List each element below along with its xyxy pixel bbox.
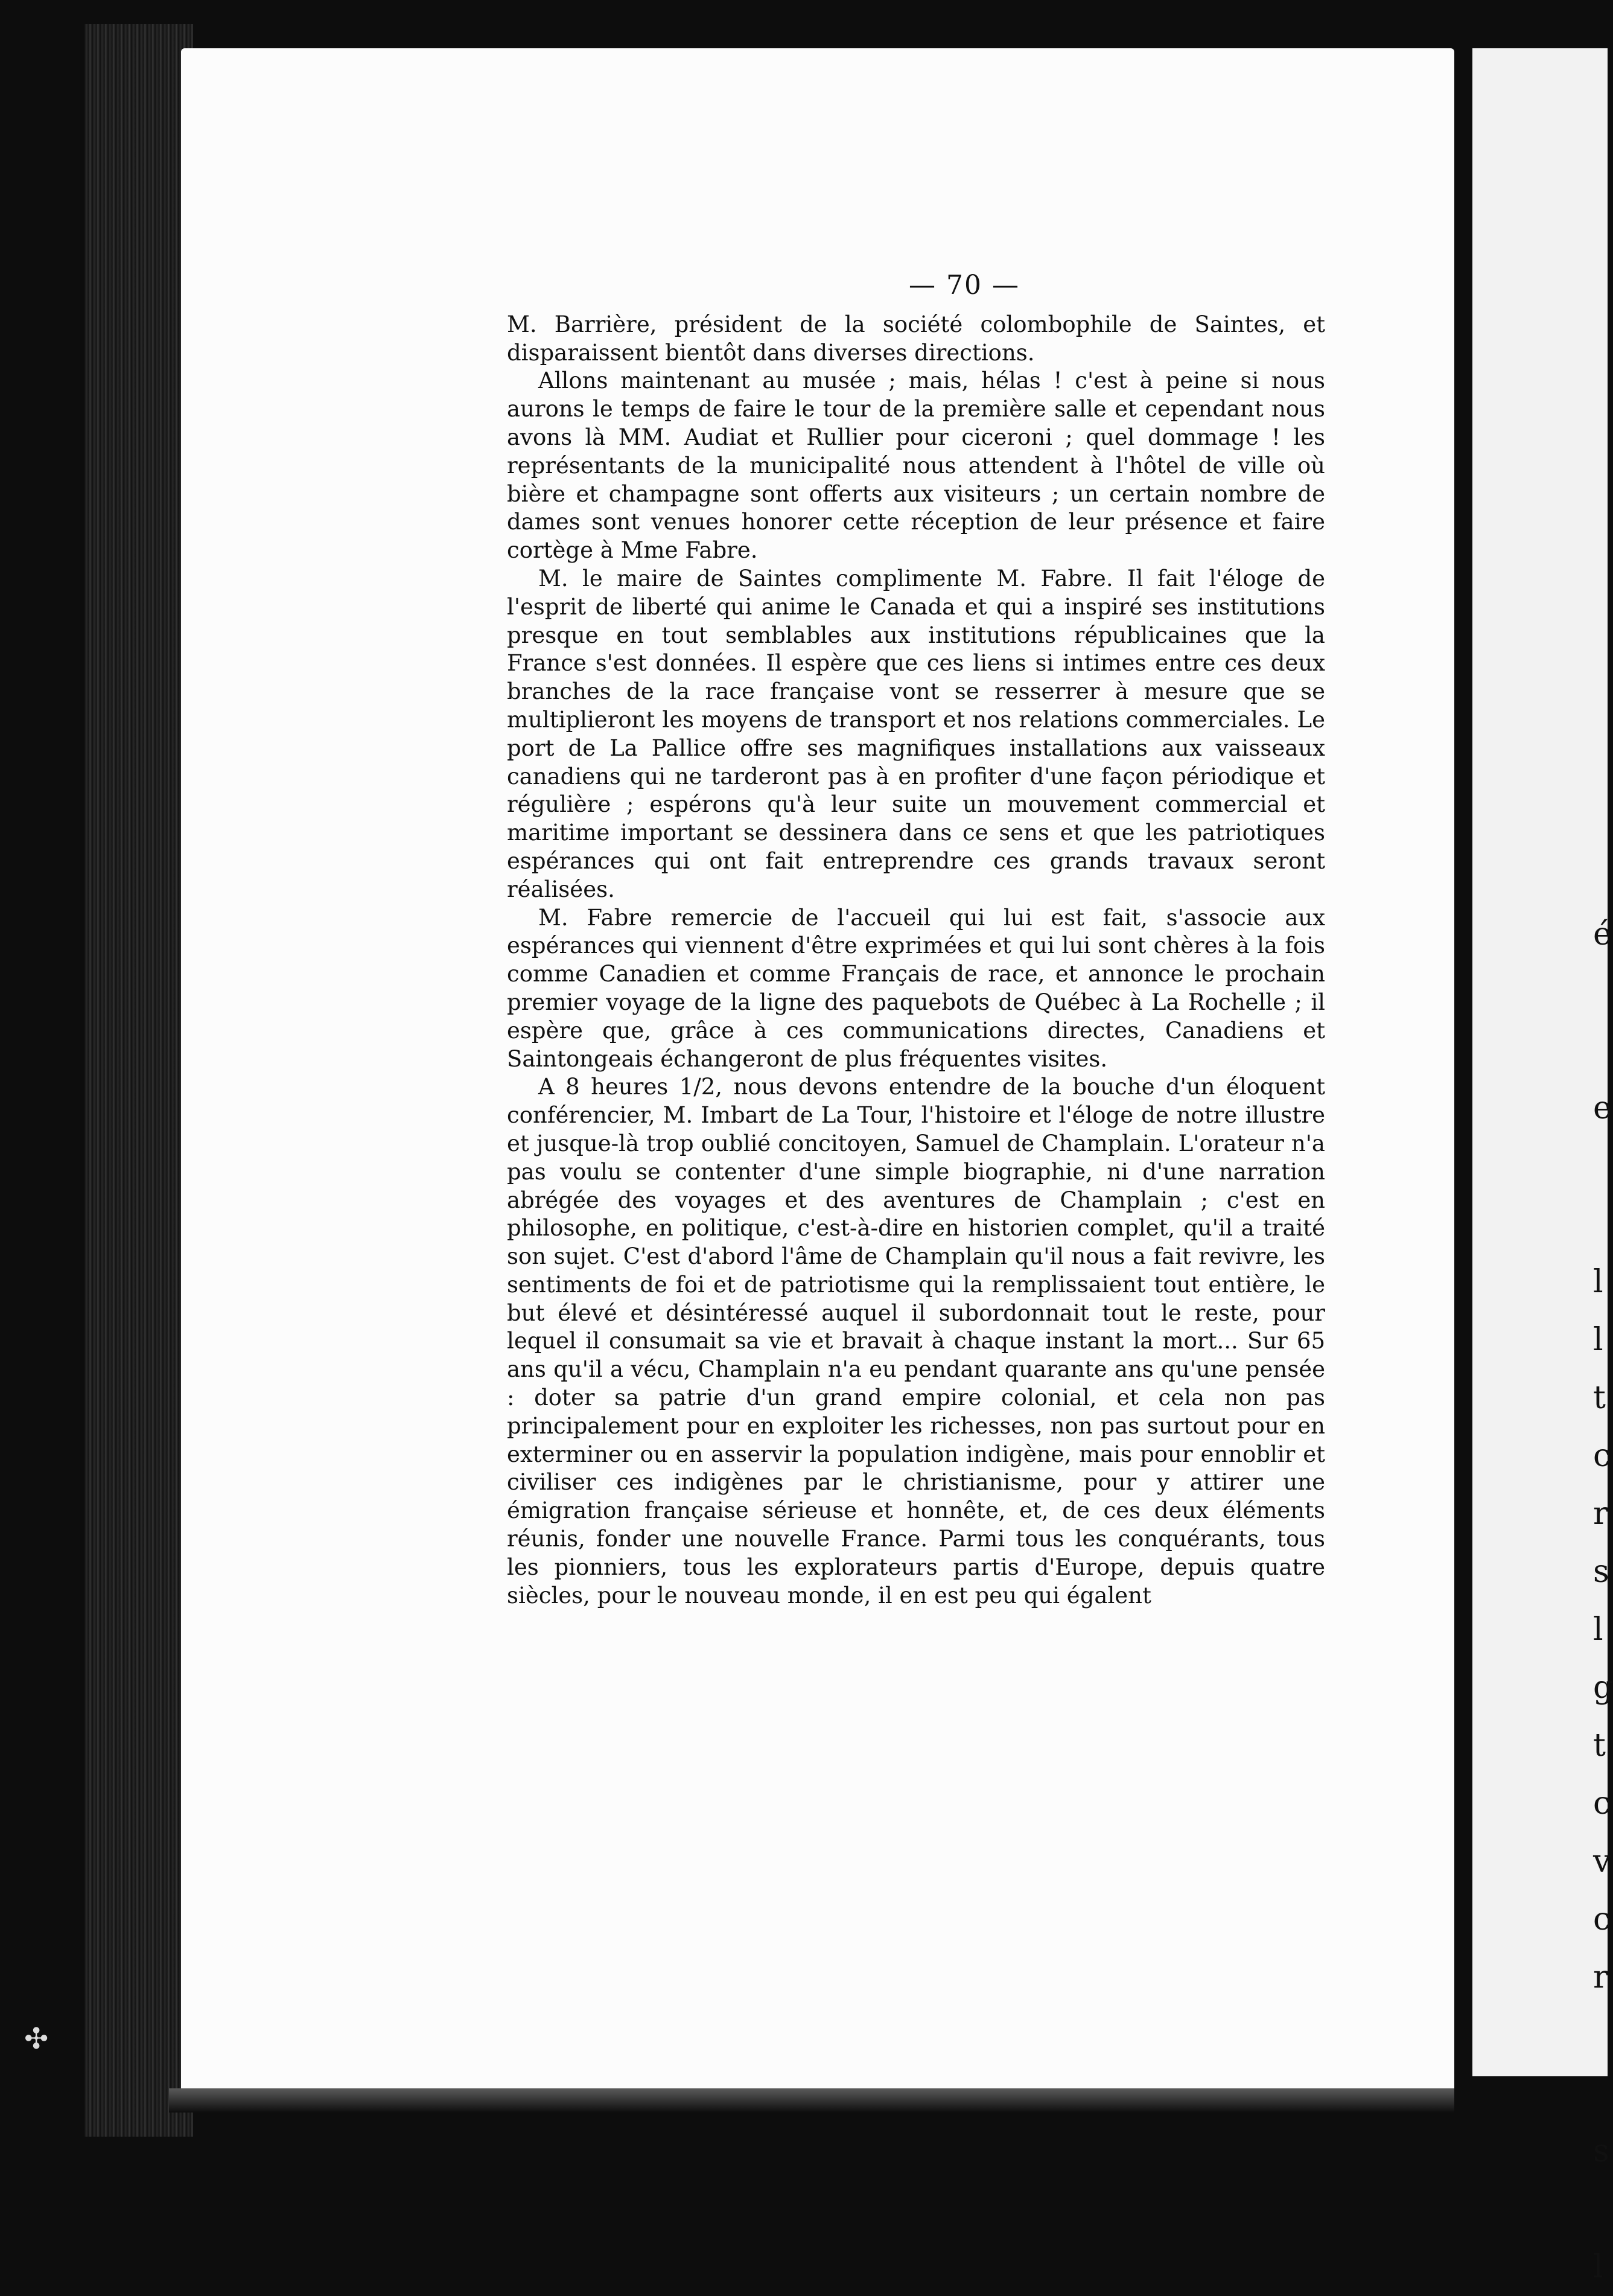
paragraph-5: A 8 heures 1/2, nous devons entendre de la bouche d'un éloquent conférencier, M. Imbart de La Tour, l'histoire et l'éloge de notre illustre et jusque-là trop oublié concitoyen, Samuel de Champlain. L'orateur n'a pas voulu se contenter d'une simple biographie, ni d'une narration abrégée des voyages et des aventures de Champlain ; c'est en philosophe, en politique, c'est-à-dire en historien complet, qu'il a traité son sujet. C'est d'abord l'âme de Champlain qu'il nous a fait revivre, les sentiments de foi et de patriotisme qui la remplissaient tout entière, le but élevé et désintéressé auquel il subordonnait tout le reste, pour lequel il consumait sa vie et bravait à chaque instant la mort... Sur 65 ans qu'il a vécu, Champlain n'a eu pendant quarante ans qu'une pensée : doter sa patrie d'un grand empire colonial, et cela non pas principalement pour en exploiter les richesses, non pas surtout pour en exterminer ou en asservir la population indigène, mais pour ennoblir et civiliser ces indigènes par le christianisme, pour y attirer une émigration française sérieuse et honnête, et, de ces deux éléments réunis, fonder une nouvelle France. Parmi tous les conquérants, tous les pionniers, tous les explorateurs partis d'Europe, depuis quatre siècles, pour le nouveau monde, il en est peu qui égalent [507, 1074, 1325, 1609]
paragraph-3: M. le maire de Saintes complimente M. Fabre. Il fait l'éloge de l'esprit de liberté qui anime le Canada et qui a inspiré ses institutions presque en tout semblables aux institutions républicaines que la France s'est données. Il espère que ces liens si intimes entre ces deux branches de la race française vont se resserrer à mesure que se multiplieront les moyens de transport et nos relations commerciales. Le port de La Pallice offre ses magnifiques installations aux vaisseaux canadiens qui ne tarderont pas à en profiter d'une façon périodique et régulière ; espérons qu'à leur suite un mouvement commercial et maritime important se dessinera dans ce sens et que les patriotiques espérances qui ont fait entreprendre ces grands travaux seront réalisées. [507, 565, 1325, 902]
book-gutter [1454, 36, 1472, 2125]
paragraph-2: Allons maintenant au musée ; mais, hélas ! c'est à peine si nous aurons le temps de faire le tour de la première salle et cependant nous avons là MM. Audiat et Rullier pour ciceroni ; quel dommage ! les représentants de la municipalité nous attendent à l'hôtel de ville où bière et champagne sont offerts aux visiteurs ; un certain nombre de dames sont venues honorer cette réception de leur présence et faire cortège à Mme Fabre. [507, 368, 1325, 564]
adjacent-page-edge-text: é e l l t c r s l g t c v c r s l [1593, 916, 1613, 2285]
adjacent-page [1472, 48, 1608, 2076]
paragraph-4: M. Fabre remercie de l'accueil qui lui est fait, s'associe aux espérances qui viennent d'être exprimées et qui lui sont chères à la fois comme Canadien et comme Français de race, et annonce le prochain premier voyage de la ligne des paquebots de Québec à La Rochelle ; il espère que, grâce à ces communications directes, Canadiens et Saintongeais échangeront de plus fréquentes visites. [507, 904, 1325, 1072]
page-bottom-shadow [169, 2088, 1466, 2113]
page-text [507, 272, 1325, 1610]
fleuron-ornament-icon: ✣ [24, 2022, 49, 2056]
page-number: — 70 — [909, 270, 1020, 301]
paragraph-1: M. Barrière, président de la société colombophile de Saintes, et disparaissent bientôt dans diverses directions. [507, 311, 1325, 366]
book-page-edges [84, 24, 193, 2137]
